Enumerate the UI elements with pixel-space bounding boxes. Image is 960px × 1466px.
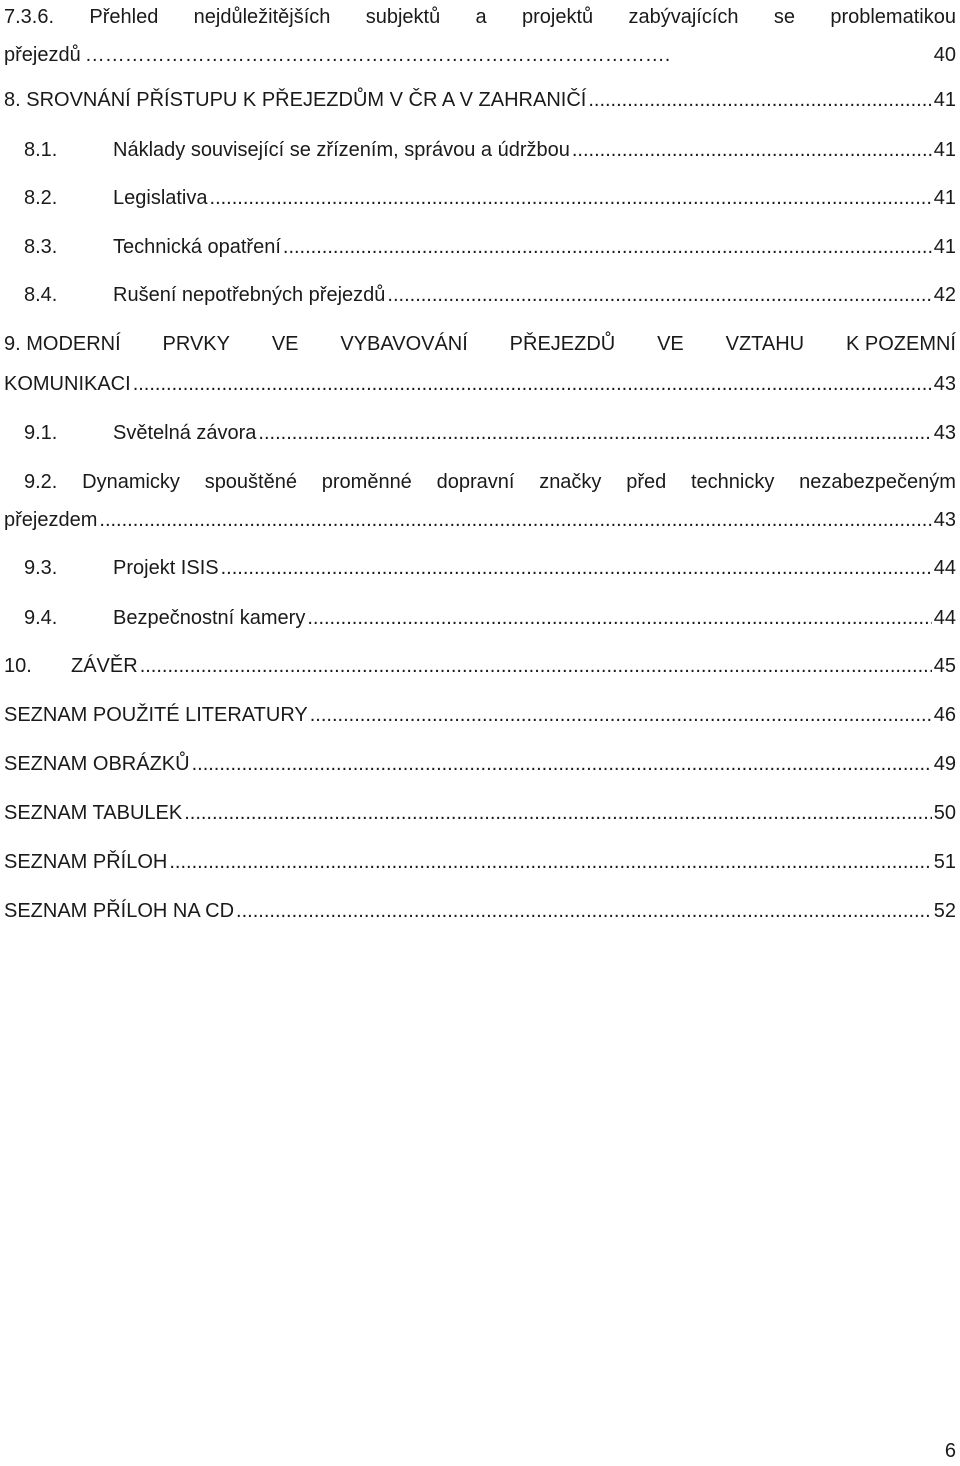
toc-entry-page: 40 xyxy=(933,44,956,66)
toc-entry-appendices[interactable] xyxy=(4,847,956,877)
toc-leader: ……………………………………………………………………………. xyxy=(84,44,671,66)
toc-entry-9-line1 xyxy=(4,329,956,359)
toc-entry-page: 41 xyxy=(933,139,956,161)
toc-entry-page: 41 xyxy=(933,236,956,258)
toc-entry-word: zabývajících xyxy=(628,6,739,28)
toc-entry-word: problematikou xyxy=(830,6,956,28)
toc-leader xyxy=(99,505,931,535)
toc-entry-title: přejezdů xyxy=(4,44,81,66)
toc-entry-title: SEZNAM PŘÍLOH xyxy=(4,851,168,873)
toc-entry-figures[interactable] xyxy=(4,749,956,779)
toc-entry-page: 42 xyxy=(933,284,956,306)
toc-leader xyxy=(283,232,932,262)
toc-entry-page: 44 xyxy=(933,557,956,579)
toc-entry-title: Legislativa xyxy=(113,187,208,209)
toc-entry-word: PŘEJEZDŮ xyxy=(509,333,616,355)
toc-entry-word: projektů xyxy=(522,6,594,28)
toc-entry-8-1[interactable] xyxy=(4,135,956,165)
toc-entry-word: dopravní xyxy=(436,471,515,493)
toc-entry-8[interactable] xyxy=(4,85,956,115)
toc-entry-page: 52 xyxy=(933,900,956,922)
toc-entry-page: 43 xyxy=(933,509,956,531)
toc-entry-title: přejezdem xyxy=(4,509,98,531)
toc-entry-9-line2[interactable] xyxy=(4,369,956,399)
toc-entry-word: Přehled xyxy=(89,6,159,28)
toc-entry-number: 9.1. xyxy=(24,422,58,444)
toc-entry-number: 8.1. xyxy=(24,139,58,161)
toc-entry-word: a xyxy=(475,6,487,28)
toc-entry-10[interactable] xyxy=(4,651,956,681)
toc-entry-word: subjektů xyxy=(365,6,441,28)
toc-entry-page: 46 xyxy=(933,704,956,726)
toc-entry-title: SEZNAM TABULEK xyxy=(4,802,183,824)
toc-entry-word: značky xyxy=(539,471,602,493)
toc-entry-tables[interactable] xyxy=(4,798,956,828)
toc-entry-page: 41 xyxy=(933,187,956,209)
toc-entry-word: 9. MODERNÍ xyxy=(4,333,121,355)
toc-entry-title: Projekt ISIS xyxy=(113,557,219,579)
toc-entry-9-4[interactable] xyxy=(4,603,956,633)
toc-entry-word: VE xyxy=(657,333,684,355)
toc-entry-number: 9.4. xyxy=(24,607,58,629)
toc-entry-number: 7.3.6. xyxy=(4,6,55,28)
toc-leader xyxy=(210,183,932,213)
toc-entry-9-3[interactable] xyxy=(4,553,956,583)
toc-entry-literature[interactable] xyxy=(4,700,956,730)
toc-entry-title: SEZNAM OBRÁZKŮ xyxy=(4,753,190,775)
toc-leader xyxy=(572,135,932,165)
toc-entry-page: 43 xyxy=(933,422,956,444)
toc-entry-8-2[interactable] xyxy=(4,183,956,213)
toc-entry-title: 8. SROVNÁNÍ PŘÍSTUPU K PŘEJEZDŮM V ČR A V ZAHRANIČÍ xyxy=(4,89,587,111)
toc-entry-word: nezabezpečeným xyxy=(799,471,956,493)
toc-entry-cd-appendices[interactable] xyxy=(4,896,956,926)
toc-entry-number: 9.3. xyxy=(24,557,58,579)
toc-entry-page: 44 xyxy=(933,607,956,629)
toc-entry-title: SEZNAM PŘÍLOH NA CD xyxy=(4,900,235,922)
toc-entry-number: 8.2. xyxy=(24,187,58,209)
toc-entry-page: 51 xyxy=(933,851,956,873)
toc-leader xyxy=(307,603,931,633)
toc-entry-title: Světelná závora xyxy=(113,422,257,444)
toc-entry-number: 8.3. xyxy=(24,236,58,258)
toc-entry-word: VZTAHU xyxy=(725,333,805,355)
toc-entry-title: Technická opatření xyxy=(113,236,281,258)
toc-leader xyxy=(140,651,932,681)
toc-entry-word: VE xyxy=(271,333,299,355)
toc-entry-title: Bezpečnostní kamery xyxy=(113,607,306,629)
toc-entry-page: 49 xyxy=(933,753,956,775)
toc-entry-word: K POZEMNÍ xyxy=(845,333,956,355)
toc-leader xyxy=(221,553,932,583)
toc-entry-word: se xyxy=(773,6,795,28)
toc-entry-word: před xyxy=(626,471,667,493)
toc-entry-word: technicky xyxy=(691,471,775,493)
toc-entry-word: Dynamicky xyxy=(82,471,180,493)
toc-entry-number: 8.4. xyxy=(24,284,58,306)
toc-entry-page: 50 xyxy=(933,802,956,824)
toc-leader xyxy=(184,798,932,828)
toc-entry-page: 45 xyxy=(933,655,956,677)
toc-entry-page: 43 xyxy=(933,373,956,395)
toc-entry-9-2-line1 xyxy=(4,467,956,497)
toc-entry-title: KOMUNIKACI xyxy=(4,373,131,395)
toc-entry-title: SEZNAM POUŽITÉ LITERATURY xyxy=(4,704,308,726)
toc-leader xyxy=(133,369,932,399)
toc-entry-page: 41 xyxy=(933,89,956,111)
toc-leader xyxy=(192,749,932,779)
toc-entry-word: PRVKY xyxy=(162,333,230,355)
toc-entry-number: 10. xyxy=(4,655,32,677)
toc-entry-9-1[interactable] xyxy=(4,418,956,448)
toc-leader xyxy=(236,896,932,926)
toc-entry-word: nejdůležitějších xyxy=(193,6,331,28)
toc-entry-title: Náklady související se zřízením, správou a údržbou xyxy=(113,139,570,161)
toc-leader xyxy=(258,418,931,448)
toc-entry-8-4[interactable] xyxy=(4,280,956,310)
toc-entry-word: proměnné xyxy=(321,471,412,493)
page-number: 6 xyxy=(944,1440,956,1462)
toc-leader xyxy=(169,847,931,877)
toc-leader xyxy=(387,280,931,310)
toc-leader xyxy=(310,700,932,730)
toc-entry-number: 9.2. xyxy=(24,471,58,493)
toc-entry-word: VYBAVOVÁNÍ xyxy=(340,333,468,355)
toc-entry-7-3-6-line2 xyxy=(4,40,956,70)
toc-entry-9-2-line2[interactable] xyxy=(4,505,956,535)
toc-leader xyxy=(588,85,931,115)
toc-entry-8-3[interactable] xyxy=(4,232,956,262)
toc-entry-7-3-6-line1 xyxy=(4,2,956,32)
toc-entry-title: Rušení nepotřebných přejezdů xyxy=(113,284,386,306)
toc-entry-title: ZÁVĚR xyxy=(71,655,138,677)
toc-entry-word: spouštěné xyxy=(204,471,297,493)
